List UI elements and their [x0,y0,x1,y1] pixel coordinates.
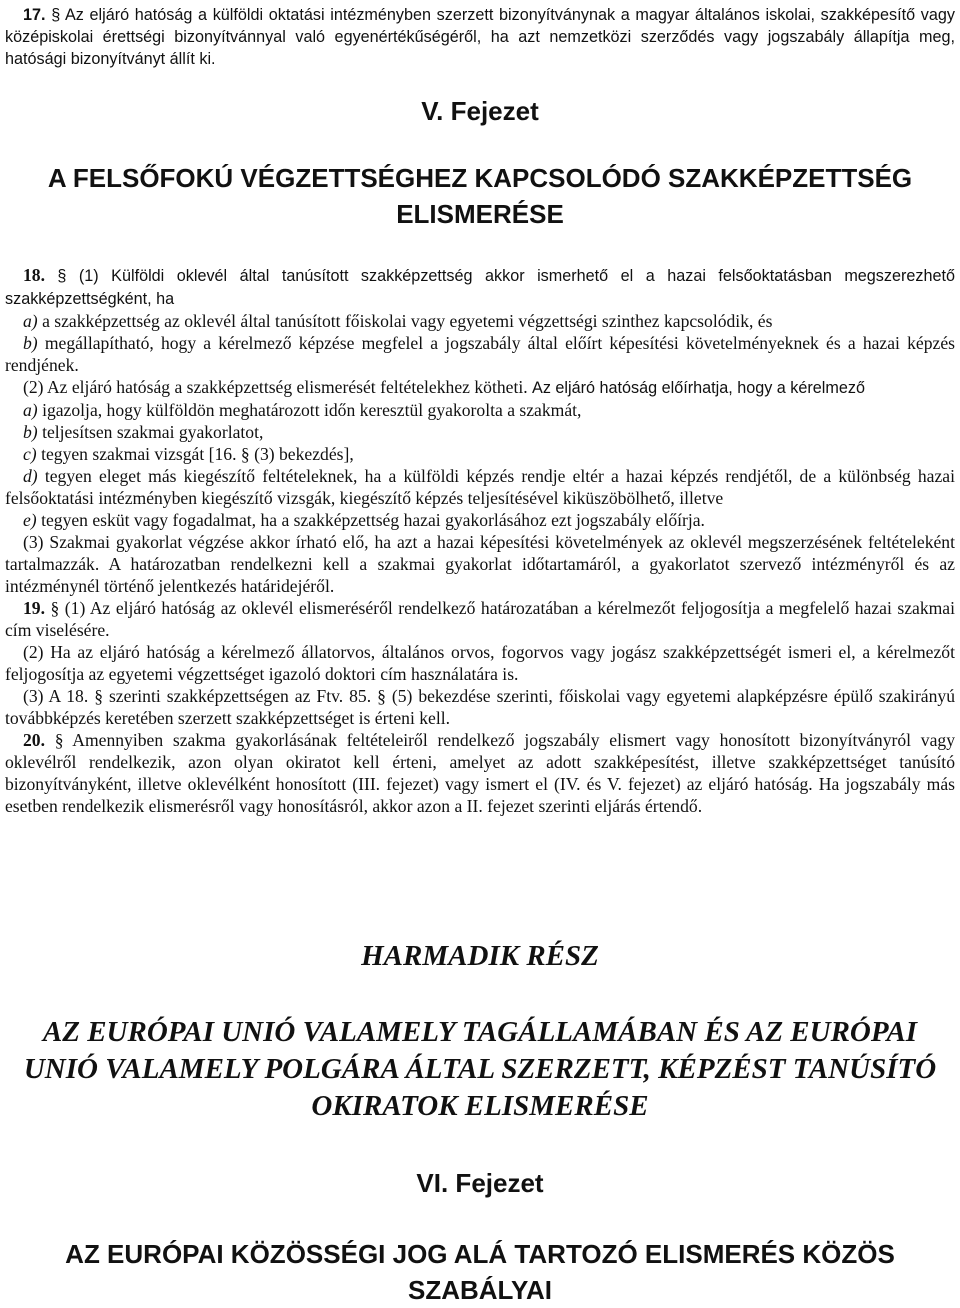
section-number: 20. [23,730,45,750]
section-number: 17. [23,6,46,24]
section-18-p1 [5,264,955,310]
list-label: c) [23,444,37,464]
list-text: megállapítható, hogy a kérelmező képzése megfelel a jogszabály által előírt képesítési követelményeknek és a hazai képzés rendjének. [5,333,955,375]
paragraph-text: Az eljáró hatóság előírhatja, hogy a kérelmező [532,379,865,397]
section-18-p1-text: § (1) Külföldi oklevél által tanúsított szakképzettség akkor ismerhető el a hazai felsőoktatásban megszerezhető szakképzettségként, ha [5,267,955,308]
list-text: tegyen esküt vagy fogadalmat, ha a szakképzettség hazai gyakorlásához ezt jogszabály előírja. [41,510,705,530]
list-label: b) [23,422,38,442]
paragraph-text: A határozatban rendelkezni kell a szakmai gyakorlat időtartamáról, a gyakorlatot szervező intézményről és az intézménynél történő jelentkezés határidejéről. [5,554,955,596]
chapter-title: AZ EURÓPAI KÖZÖSSÉGI JOG ALÁ TARTOZÓ ELISMERÉS KÖZÖS SZABÁLYAI [65,1239,895,1305]
list-label: a) [23,311,38,331]
list-label: b) [23,333,38,353]
list-label: e) [23,510,37,530]
chapter-heading: V. Fejezet [421,96,539,126]
part-3 [5,938,955,1125]
list-item [5,465,955,509]
list-text: teljesítsen szakmai gyakorlatot, [42,422,264,442]
section-text: § Az eljáró hatóság a külföldi oktatási intézményben szerzett bizonyítványnak a magyar általános iskolai, szakképesítő vagy középiskolai érettségi bizonyítvánnyal való egyenértékűségéről, ha azt nemzetközi szerződés vagy jogszabály állapítja meg, hatósági bizonyítványt állít ki. [5,6,956,68]
paragraph-text: (2) Az eljáró hatóság a szakképzettség elismerését feltételekhez kötheti. [23,377,528,397]
section-19-p2 [5,641,955,685]
section-number: 18. [23,265,45,285]
list-text: igazolja, hogy külföldön meghatározott időn keresztül gyakorolta a szakmát, [42,400,582,420]
section-18-p2 [5,376,955,399]
list-item [5,310,955,332]
part-title: AZ EURÓPAI UNIÓ VALAMELY TAGÁLLAMÁBAN ÉS AZ EURÓPAI UNIÓ VALAMELY POLGÁRA ÁLTAL SZERZETT, KÉPZÉST TANÚSÍTÓ OKIRATOK ELISMERÉSE [23,1016,937,1122]
list-text: a szakképzettség az oklevél által tanúsított főiskolai vagy egyetemi végzettségi szinthez kapcsolódik, és [42,311,773,331]
paragraph-text: (2) Ha az eljáró hatóság a kérelmező állatorvos, általános orvos, fogorvos vagy jogász szakképzettségét ismeri el, a kérelmezőt feljogosítja az egyetemi végzettséget igazoló doktori cím használatára is. [5,642,955,684]
paragraph-text: (3) Szakmai gyakorlat végzése akkor írható elő, ha azt a hazai képesítési követelmények az oklevél megszerzésének feltételeként tartalmazzák. [5,532,955,574]
list-label: d) [23,466,38,486]
list-item [5,399,955,421]
section-19-p1 [5,597,955,641]
list-text: tegyen eleget más kiegészítő feltételeknek, ha a külföldi képzés rendje eltér a hazai képzés rendjétől, de a különbség hazai felsőoktatási intézményben kiegészítő vizsgák, kiegészítő képzés teljesítésével kiküszöbölhető, illetve [5,466,955,508]
chapter-6 [5,1168,955,1308]
list-item [5,443,955,465]
chapter-heading: VI. Fejezet [416,1168,544,1198]
section-18-p3 [5,531,955,597]
paragraph-text: § Amennyiben szakma gyakorlásának feltételeiről rendelkező jogszabály elismert vagy honosított bizonyítványról vagy oklevélről rendelkezik, azon olyan okiratot kell érteni, amelyet az adott szakképesítést, illetve szakképzettséget tanúsító bizonyítványként, illetve oklevélként honosított (III. fejezet) vagy ismert el (IV. és V. fejezet) az eljáró hatóság. [5,730,955,794]
list-text: tegyen szakmai vizsgát [16. § (3) bekezdés], [41,444,354,464]
paragraph-text: § (1) Az eljáró hatóság az oklevél elismeréséről rendelkező határozatában a kérelmezőt feljogosítja a megfelelő hazai szakmai cím viselésére. [5,598,955,640]
list-item [5,421,955,443]
section-19-p3 [5,685,955,729]
chapter-title: A FELSŐFOKÚ VÉGZETTSÉGHEZ KAPCSOLÓDÓ SZAKKÉPZETTSÉG ELISMERÉSE [47,163,913,229]
section-17 [5,4,955,70]
list-item [5,332,955,376]
paragraph-text: (3) A 18. § szerinti szakképzettségen az Ftv. 85. § (5) bekezdése szerinti, főiskolai vagy egyetemi alapképzésre épülő szakirányú továbbképzés keretében szerzett szakképzettséget is érteni kell. [5,686,955,728]
list-label: a) [23,400,38,420]
section-number: 19. [23,598,45,618]
chapter-5 [5,96,955,232]
section-20 [5,729,955,817]
list-item [5,509,955,531]
section-18-block [5,264,955,817]
paragraph-text: Ha jogszabály más esetben rendelkezik elismerésről vagy honosításról, akkor azon a II. fejezet szerinti eljárás értendő. [5,774,956,816]
part-heading: HARMADIK RÉSZ [361,940,599,972]
